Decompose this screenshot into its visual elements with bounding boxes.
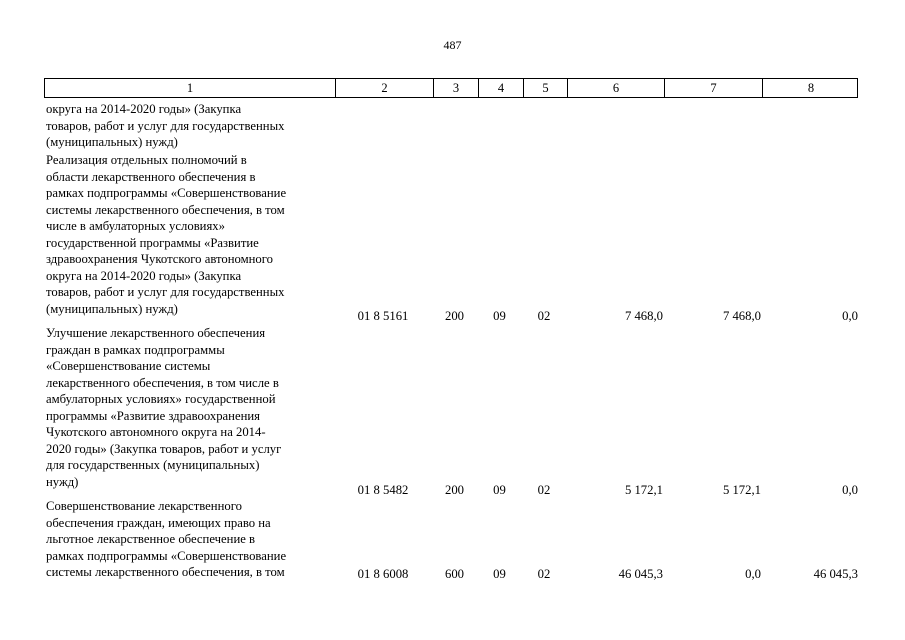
desc-line: здравоохранения Чукотского автономного bbox=[46, 252, 274, 266]
row-1-col8: 0,0 bbox=[842, 309, 858, 323]
desc-line: программы «Развитие здравоохранения bbox=[46, 408, 261, 423]
desc-line: (муниципальных) нужд) bbox=[46, 301, 178, 316]
header-col-2: 2 bbox=[335, 79, 433, 97]
desc-line: Реализация отдельных полномочий в bbox=[46, 153, 247, 167]
row-2-total: 5 172,1 bbox=[624, 483, 663, 497]
desc-line: Чукотского автономного округа на 2014- bbox=[46, 425, 266, 439]
header-col-1: 1 bbox=[186, 81, 194, 95]
table-header bbox=[44, 78, 858, 98]
row-2-col7: 5 172,1 bbox=[722, 483, 761, 497]
desc-line: для государственных (муниципальных) bbox=[46, 458, 260, 472]
row-1-col7: 7 468,0 bbox=[722, 309, 761, 323]
header-col-8: 8 bbox=[762, 79, 859, 97]
header-col-7: 7 bbox=[664, 79, 762, 97]
page-number: 487 bbox=[443, 38, 462, 52]
row-1-vr: 200 bbox=[444, 309, 465, 323]
desc-line: (муниципальных) нужд) bbox=[46, 135, 178, 149]
desc-line: системы лекарственного обеспечения, в том bbox=[46, 565, 285, 579]
row-1-rz: 09 bbox=[493, 309, 506, 323]
desc-line: товаров, работ и услуг для государственных bbox=[46, 285, 285, 299]
desc-line: «Совершенствование системы bbox=[46, 359, 211, 373]
desc-line: числе в амбулаторных условиях» bbox=[46, 219, 225, 233]
header-col-3: 3 bbox=[433, 79, 478, 97]
row-1-total: 7 468,0 bbox=[624, 309, 663, 323]
row-2-rz: 09 bbox=[493, 483, 506, 497]
row-3-rz: 09 bbox=[493, 567, 506, 581]
desc-line: обеспечения граждан, имеющих право на bbox=[46, 515, 271, 530]
row-3-vr: 600 bbox=[444, 567, 465, 581]
desc-line: системы лекарственного обеспечения, в том bbox=[46, 202, 285, 217]
desc-line: Совершенствование лекарственного bbox=[46, 499, 242, 513]
desc-line: льготное лекарственное обеспечение в bbox=[46, 532, 256, 546]
desc-line: Улучшение лекарственного обеспечения bbox=[46, 326, 266, 340]
row-1-code: 01 8 5161 bbox=[357, 309, 409, 323]
desc-line: округа на 2014-2020 годы» (Закупка bbox=[46, 102, 242, 116]
desc-line: рамках подпрограммы «Совершенствование bbox=[46, 186, 287, 200]
row-2-pr: 02 bbox=[537, 483, 551, 497]
row-1-description bbox=[46, 152, 336, 317]
desc-line: округа на 2014-2020 годы» (Закупка bbox=[46, 268, 242, 283]
row-3-description bbox=[46, 498, 336, 581]
desc-line: государственной программы «Развитие bbox=[46, 235, 259, 250]
row-3-pr: 02 bbox=[537, 567, 551, 581]
row-3-col8: 46 045,3 bbox=[813, 567, 858, 581]
desc-line: рамках подпрограммы «Совершенствование bbox=[46, 548, 287, 563]
desc-line: амбулаторных условиях» государственной bbox=[46, 392, 276, 406]
desc-line: граждан в рамках подпрограммы bbox=[46, 342, 225, 357]
row-3-total: 46 045,3 bbox=[618, 567, 663, 581]
row-2-description bbox=[46, 325, 336, 490]
row-0-description bbox=[46, 101, 336, 151]
row-3-code: 01 8 6008 bbox=[357, 567, 409, 581]
row-3-col7: 0,0 bbox=[745, 567, 761, 581]
header-col-6: 6 bbox=[567, 79, 664, 97]
row-2-col8: 0,0 bbox=[842, 483, 858, 497]
header-col-4: 4 bbox=[478, 79, 523, 97]
desc-line: лекарственного обеспечения, в том числе в bbox=[46, 375, 279, 390]
desc-line: товаров, работ и услуг для государственных bbox=[46, 118, 285, 133]
row-2-vr: 200 bbox=[444, 483, 465, 497]
row-1-pr: 02 bbox=[537, 309, 551, 323]
desc-line: 2020 годы» (Закупка товаров, работ и услуг bbox=[46, 441, 282, 456]
header-col-5: 5 bbox=[523, 79, 567, 97]
desc-line: нужд) bbox=[46, 474, 79, 489]
desc-line: области лекарственного обеспечения в bbox=[46, 169, 256, 184]
row-2-code: 01 8 5482 bbox=[357, 483, 409, 497]
